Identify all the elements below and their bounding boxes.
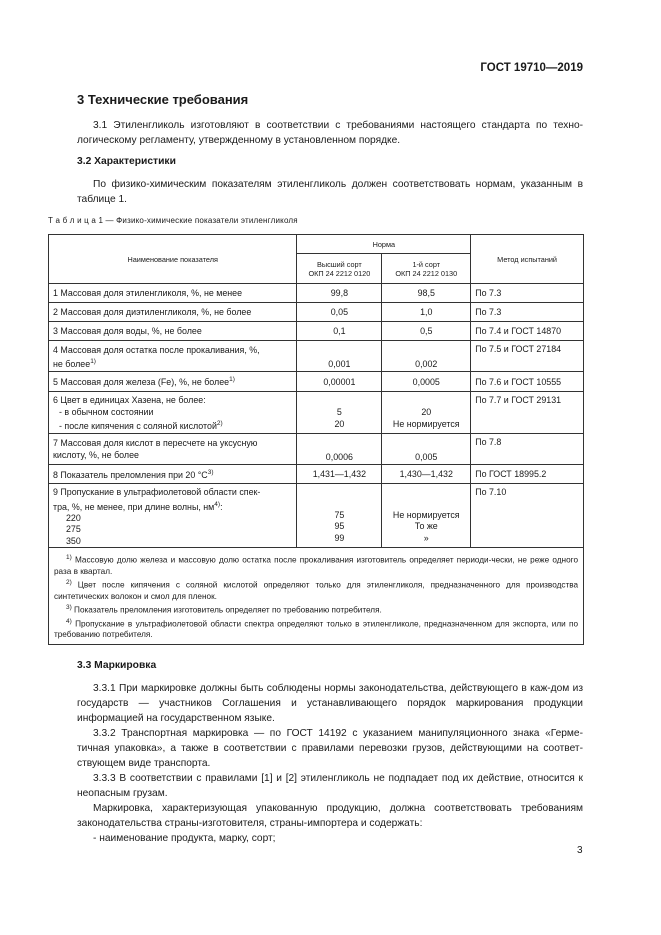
- section-3-title: 3 Технические требования: [77, 92, 249, 107]
- paragraph-3-1: 3.1 Этиленгликоль изготовляют в соответствии с требованиями настоящего стандарта по техно-логическому регламенту, утвержденному в установленном порядке.: [77, 120, 583, 146]
- footnote-1: $^{1)}$ Массовую долю железа и массовую долю остатка после прокаливания изготовитель определяет периоди-чески, не реже одного раза в квартал.: [54, 554, 578, 577]
- col-header-method: Метод испытаний: [471, 235, 584, 284]
- paragraph-3-2: По физико-химическим показателям этиленгликоль должен соответствовать нормам, указанным в таблице 1.: [77, 179, 583, 205]
- col-header-grade-first: 1-й сорт ОКП 24 2212 0130: [382, 254, 471, 284]
- paragraph-3-3-3: 3.3.3 В соответствии с правилами [1] и [2] этиленгликоль не подпадает под их действие, относится к неопасным грузам.: [77, 773, 583, 799]
- section-3-3-title: 3.3 Маркировка: [77, 660, 157, 671]
- page-number: 3: [577, 845, 583, 856]
- footnote-3: $^{3)}$ Показатель преломления изготовитель определяет по требованию потребителя.: [66, 603, 382, 615]
- table-row: 4 Массовая доля остатка после прокаливания, %, не более$^{1)}$ 0,001 0,002 По 7.5 и ГОСТ 27184: [49, 341, 584, 372]
- table-row: 9 Пропускание в ультрафиолетовой области спек- тра, %, не менее, при длине волны, $нм^{4)}$: 220 275 350 75 95 99 Не нормируется То же » По 7.10: [49, 484, 584, 548]
- col-header-name: Наименование показателя: [49, 235, 297, 284]
- physico-chemical-table: [48, 234, 584, 645]
- list-item: - наименование продукта, марку, сорт;: [93, 833, 276, 844]
- paragraph-3-3-1: 3.3.1 При маркировке должны быть соблюдены нормы законодательства, действующего в каж-дом из государств — участников Соглашения и устанавливающего порядок маркирования продукции информацией на государственном языке.: [77, 683, 583, 724]
- table-footnotes: [49, 548, 584, 645]
- table-row: 2 Массовая доля диэтиленгликоля, %, не более 0,05 1,0 По 7.3: [49, 303, 584, 322]
- table-row: 6 Цвет в единицах Хазена, не более: - в обычном состоянии - после кипячения с соляной кислотой$^{2)}$ 5 20 20 Не нормируется По 7.7 и ГОСТ 29131: [49, 392, 584, 434]
- footnote-2: $^{2)}$ Цвет после кипячения с соляной кислотой определяют только для этиленгликоля, предназначенного для производства синтетических волокон и смол для пленок.: [54, 579, 578, 601]
- table-caption: Т а б л и ц а 1 — Физико-химические показатели этиленгликоля: [48, 216, 298, 225]
- table-row: 8 Показатель преломления при 20 $^\circ С^{3)}$ 1,431—1,432 1,430—1,432 По ГОСТ 18995.2: [49, 465, 584, 484]
- table-row: 3 Массовая доля воды, %, не более 0,1 0,5 По 7.4 и ГОСТ 14870: [49, 322, 584, 341]
- document-header-standard: ГОСТ 19710—2019: [480, 62, 583, 74]
- section-3-2-title: 3.2 Характеристики: [77, 156, 176, 167]
- col-header-grade-premium: Высший сорт ОКП 24 2212 0120: [297, 254, 382, 284]
- table-row: 7 Массовая доля кислот в пересчете на уксусную кислоту, %, не более 0,0006 0,005 По 7.8: [49, 434, 584, 465]
- col-header-norm: Норма: [297, 235, 471, 254]
- table-row: 5 Массовая доля железа (Fe), %, не более$^{1)}$ 0,00001 0,0005 По 7.6 и ГОСТ 10555: [49, 372, 584, 392]
- paragraph-3-3-2: 3.3.2 Транспортная маркировка — по ГОСТ 14192 с указанием манипуляционного знака «Герме-тичная упаковка», а также в соответствии с правилами перевозки грузов, действующими на соответ-ствующем виде транспорта.: [77, 728, 583, 769]
- footnote-4: $^{4)}$ Пропускание в ультрафиолетовой области спектра определяют только в этиленгликоле, предназначенном для экспорта, или по требованию потребителя.: [54, 617, 578, 640]
- paragraph-3-3-marking: Маркировка, характеризующая упакованную продукцию, должна соответствовать требованиям законодательства страны-изготовителя, страны-импортера и содержать:: [77, 803, 583, 829]
- table-row: 1 Массовая доля этиленгликоля, %, не менее 99,8 98,5 По 7.3: [49, 284, 584, 303]
